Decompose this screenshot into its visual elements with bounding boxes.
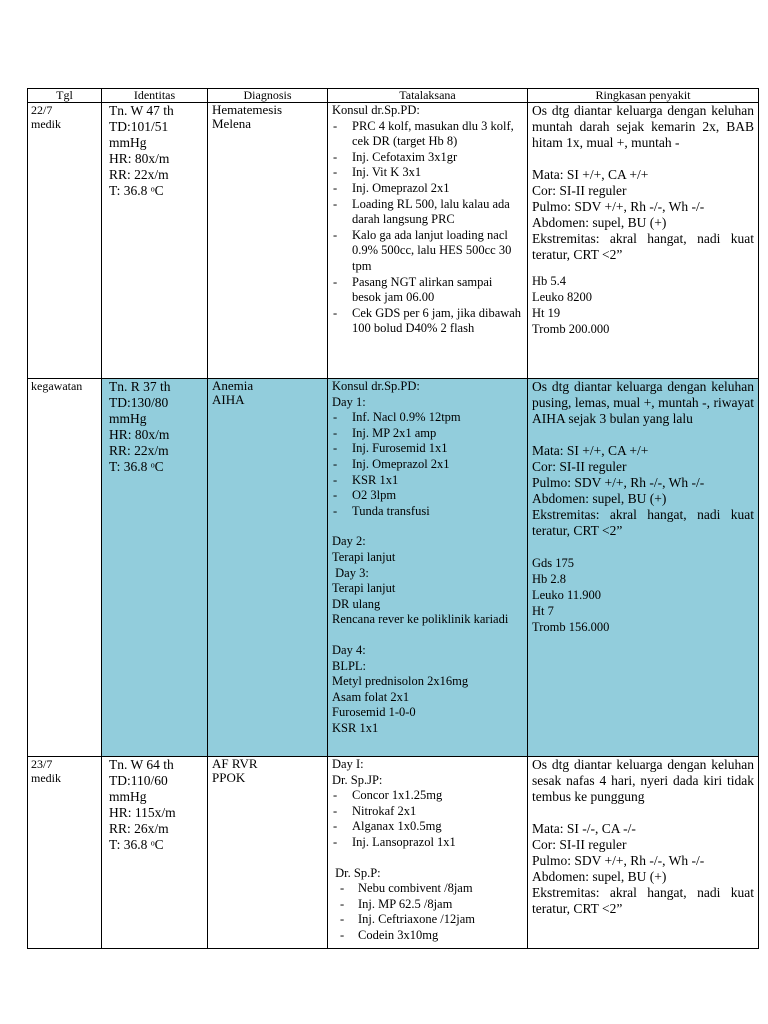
cell-tatalaksana	[328, 379, 528, 757]
tl-item: - Cek GDS per 6 jam, jika dibawah 100 bolud D40% 2 flash	[332, 306, 523, 337]
tl-day-label: Day 4:	[332, 642, 366, 657]
tl-item: - Inj. Furosemid 1x1	[332, 441, 523, 457]
identitas-line: HR: 115x/m	[109, 805, 176, 820]
identitas-line: Tn. W 64 th	[109, 757, 174, 772]
identitas-line: mmHg	[109, 789, 147, 804]
tl-item: - Loading RL 500, lalu kalau ada darah langsung PRC	[332, 197, 523, 228]
medical-records-table	[27, 88, 759, 949]
tl-day-label: Day I:	[332, 757, 364, 771]
tl-item: - Inj. Ceftriaxone /12jam	[337, 912, 523, 928]
cell-tgl	[28, 103, 102, 379]
tl-item: - Nitrokaf 2x1	[332, 804, 523, 820]
cell-tgl	[28, 757, 102, 949]
rk-lab: Ht 19	[532, 306, 561, 320]
cell-diagnosis	[208, 103, 328, 379]
tl-line: DR ulang	[332, 596, 381, 611]
table-row	[28, 379, 759, 757]
cell-diagnosis	[208, 757, 328, 949]
tgl-line: kegawatan	[31, 379, 83, 393]
identitas-line: RR: 26x/m	[109, 821, 169, 836]
diagnosis-line: AIHA	[212, 392, 245, 407]
tl-item: - KSR 1x1	[332, 473, 523, 489]
identitas-line: mmHg	[109, 135, 147, 150]
tl-line: Asam folat 2x1	[332, 689, 410, 704]
diagnosis-line: Melena	[212, 116, 251, 131]
tl-item: - Tunda transfusi	[332, 504, 523, 520]
tl-item: - Kalo ga ada lanjut loading nacl 0.9% 500cc, lalu HES 500cc 30 tpm	[332, 228, 523, 275]
rk-lab: Tromb 156.000	[532, 620, 610, 634]
tl-item: - Inf. Nacl 0.9% 12tpm	[332, 410, 523, 426]
rk-ekstremitas: Ekstremitas: akral hangat, nadi kuat teratur, CRT <2”	[532, 507, 754, 538]
tl-doctor-label: Dr. Sp.P:	[332, 865, 381, 880]
tl-item: - Inj. Lansoprazol 1x1	[332, 835, 523, 851]
tl-list	[332, 410, 523, 519]
tl-line: KSR 1x1	[332, 720, 379, 735]
tl-line: Metyl prednisolon 2x16mg	[332, 674, 469, 689]
identitas-line: Tn. R 37 th	[109, 379, 171, 394]
cell-identitas	[102, 103, 208, 379]
tl-item: - Alganax 1x0.5mg	[332, 819, 523, 835]
cell-identitas	[102, 757, 208, 949]
header-tatalaksana: Tatalaksana	[328, 89, 528, 103]
rk-lab: Tromb 200.000	[532, 322, 610, 336]
tl-intro: Konsul dr.Sp.PD:	[332, 379, 420, 393]
rk-ekstremitas: Ekstremitas: akral hangat, nadi kuat teratur, CRT <2”	[532, 885, 754, 916]
cell-identitas	[102, 379, 208, 757]
tl-intro: Konsul dr.Sp.PD:	[332, 103, 420, 117]
rk-exam: Mata: SI +/+, CA +/+	[532, 443, 649, 458]
tl-item: - Codein 3x10mg	[337, 928, 523, 944]
identitas-line: HR: 80x/m	[109, 151, 170, 166]
cell-tgl	[28, 379, 102, 757]
rk-exam: Pulmo: SDV +/+, Rh -/-, Wh -/-	[532, 199, 705, 214]
tl-doctor-label: Dr. Sp.JP:	[332, 772, 383, 787]
rk-summary: Os dtg diantar keluarga dengan keluhan muntah darah sejak kemarin 2x, BAB hitam 1x, mual +, muntah -	[532, 103, 754, 150]
tl-list	[332, 881, 523, 943]
rk-exam: Mata: SI -/-, CA -/-	[532, 821, 636, 836]
tl-item: - O2 3lpm	[332, 488, 523, 504]
rk-summary: Os dtg diantar keluarga dengan keluhan pusing, lemas, mual +, muntah -, riwayat AIHA sejak 3 bulan yang lalu	[532, 379, 754, 426]
rk-exam: Mata: SI +/+, CA +/+	[532, 167, 649, 182]
rk-lab: Hb 2.8	[532, 572, 567, 586]
tgl-line: 23/7	[31, 757, 53, 771]
tl-item: - Inj. MP 62.5 /8jam	[337, 897, 523, 913]
header-row	[28, 89, 759, 103]
tl-day-label: Day 2:	[332, 534, 366, 549]
identitas-line: mmHg	[109, 411, 147, 426]
identitas-line: T: 36.8 ᵒC	[109, 183, 164, 198]
tgl-line: medik	[31, 117, 61, 131]
tl-line: Rencana rever ke poliklinik kariadi	[332, 612, 509, 627]
identitas-line: TD:110/60	[109, 773, 168, 788]
tl-line: Furosemid 1-0-0	[332, 705, 416, 720]
tl-item: - Inj. Vit K 3x1	[332, 165, 523, 181]
cell-tatalaksana	[328, 757, 528, 949]
header-identitas: Identitas	[102, 89, 208, 103]
rk-exam: Cor: SI-II reguler	[532, 459, 627, 474]
rk-lab: Hb 5.4	[532, 274, 567, 288]
identitas-line: RR: 22x/m	[109, 443, 169, 458]
tl-day-label: Day 1:	[332, 394, 366, 409]
tl-item: - Inj. MP 2x1 amp	[332, 426, 523, 442]
header-ringkasan: Ringkasan penyakit	[528, 89, 759, 103]
rk-lab: Leuko 8200	[532, 290, 593, 304]
tl-item: - Concor 1x1.25mg	[332, 788, 523, 804]
rk-exam: Pulmo: SDV +/+, Rh -/-, Wh -/-	[532, 853, 705, 868]
identitas-line: TD:130/80	[109, 395, 169, 410]
rk-lab: Gds 175	[532, 556, 575, 570]
cell-ringkasan	[528, 103, 759, 379]
tl-line: Terapi lanjut	[332, 549, 396, 564]
tl-item: - Inj. Omeprazol 2x1	[332, 457, 523, 473]
header-tgl: Tgl	[28, 89, 102, 103]
rk-lab: Ht 7	[532, 604, 554, 618]
tgl-line: 22/7	[31, 103, 53, 117]
cell-tatalaksana	[328, 103, 528, 379]
rk-exam: Abdomen: supel, BU (+)	[532, 215, 667, 230]
rk-exam: Abdomen: supel, BU (+)	[532, 869, 667, 884]
tl-item: - Inj. Omeprazol 2x1	[332, 181, 523, 197]
table-row	[28, 103, 759, 379]
table-row	[28, 757, 759, 949]
cell-ringkasan	[528, 379, 759, 757]
cell-ringkasan	[528, 757, 759, 949]
rk-exam: Cor: SI-II reguler	[532, 183, 627, 198]
tl-list	[332, 788, 523, 850]
tl-item: - Inj. Cefotaxim 3x1gr	[332, 150, 523, 166]
cell-diagnosis	[208, 379, 328, 757]
identitas-line: T: 36.8 ᵒC	[109, 837, 164, 852]
rk-lab: Leuko 11.900	[532, 588, 601, 602]
diagnosis-line: Anemia	[212, 378, 254, 393]
diagnosis-line: AF RVR	[212, 756, 258, 771]
tl-day-label: Day 3:	[332, 565, 369, 580]
tl-item: - Pasang NGT alirkan sampai besok jam 06.00	[332, 275, 523, 306]
tl-line: Terapi lanjut	[332, 581, 396, 596]
tl-item: - PRC 4 kolf, masukan dlu 3 kolf, cek DR (target Hb 8)	[332, 119, 523, 150]
diagnosis-line: Hematemesis	[212, 102, 283, 117]
rk-exam: Cor: SI-II reguler	[532, 837, 627, 852]
rk-exam: Pulmo: SDV +/+, Rh -/-, Wh -/-	[532, 475, 705, 490]
tl-line: BLPL:	[332, 658, 367, 673]
identitas-line: RR: 22x/m	[109, 167, 169, 182]
rk-summary: Os dtg diantar keluarga dengan keluhan sesak nafas 4 hari, nyeri dada kiri tidak tembus ke punggung	[532, 757, 754, 804]
identitas-line: HR: 80x/m	[109, 427, 170, 442]
tgl-line: medik	[31, 771, 61, 785]
identitas-line: Tn. W 47 th	[109, 103, 174, 118]
diagnosis-line: PPOK	[212, 770, 246, 785]
tl-item: - Nebu combivent /8jam	[337, 881, 523, 897]
rk-ekstremitas: Ekstremitas: akral hangat, nadi kuat teratur, CRT <2”	[532, 231, 754, 262]
identitas-line: TD:101/51	[109, 119, 169, 134]
identitas-line: T: 36.8 ᵒC	[109, 459, 164, 474]
rk-exam: Abdomen: supel, BU (+)	[532, 491, 667, 506]
header-diagnosis: Diagnosis	[208, 89, 328, 103]
tl-list	[332, 119, 523, 337]
